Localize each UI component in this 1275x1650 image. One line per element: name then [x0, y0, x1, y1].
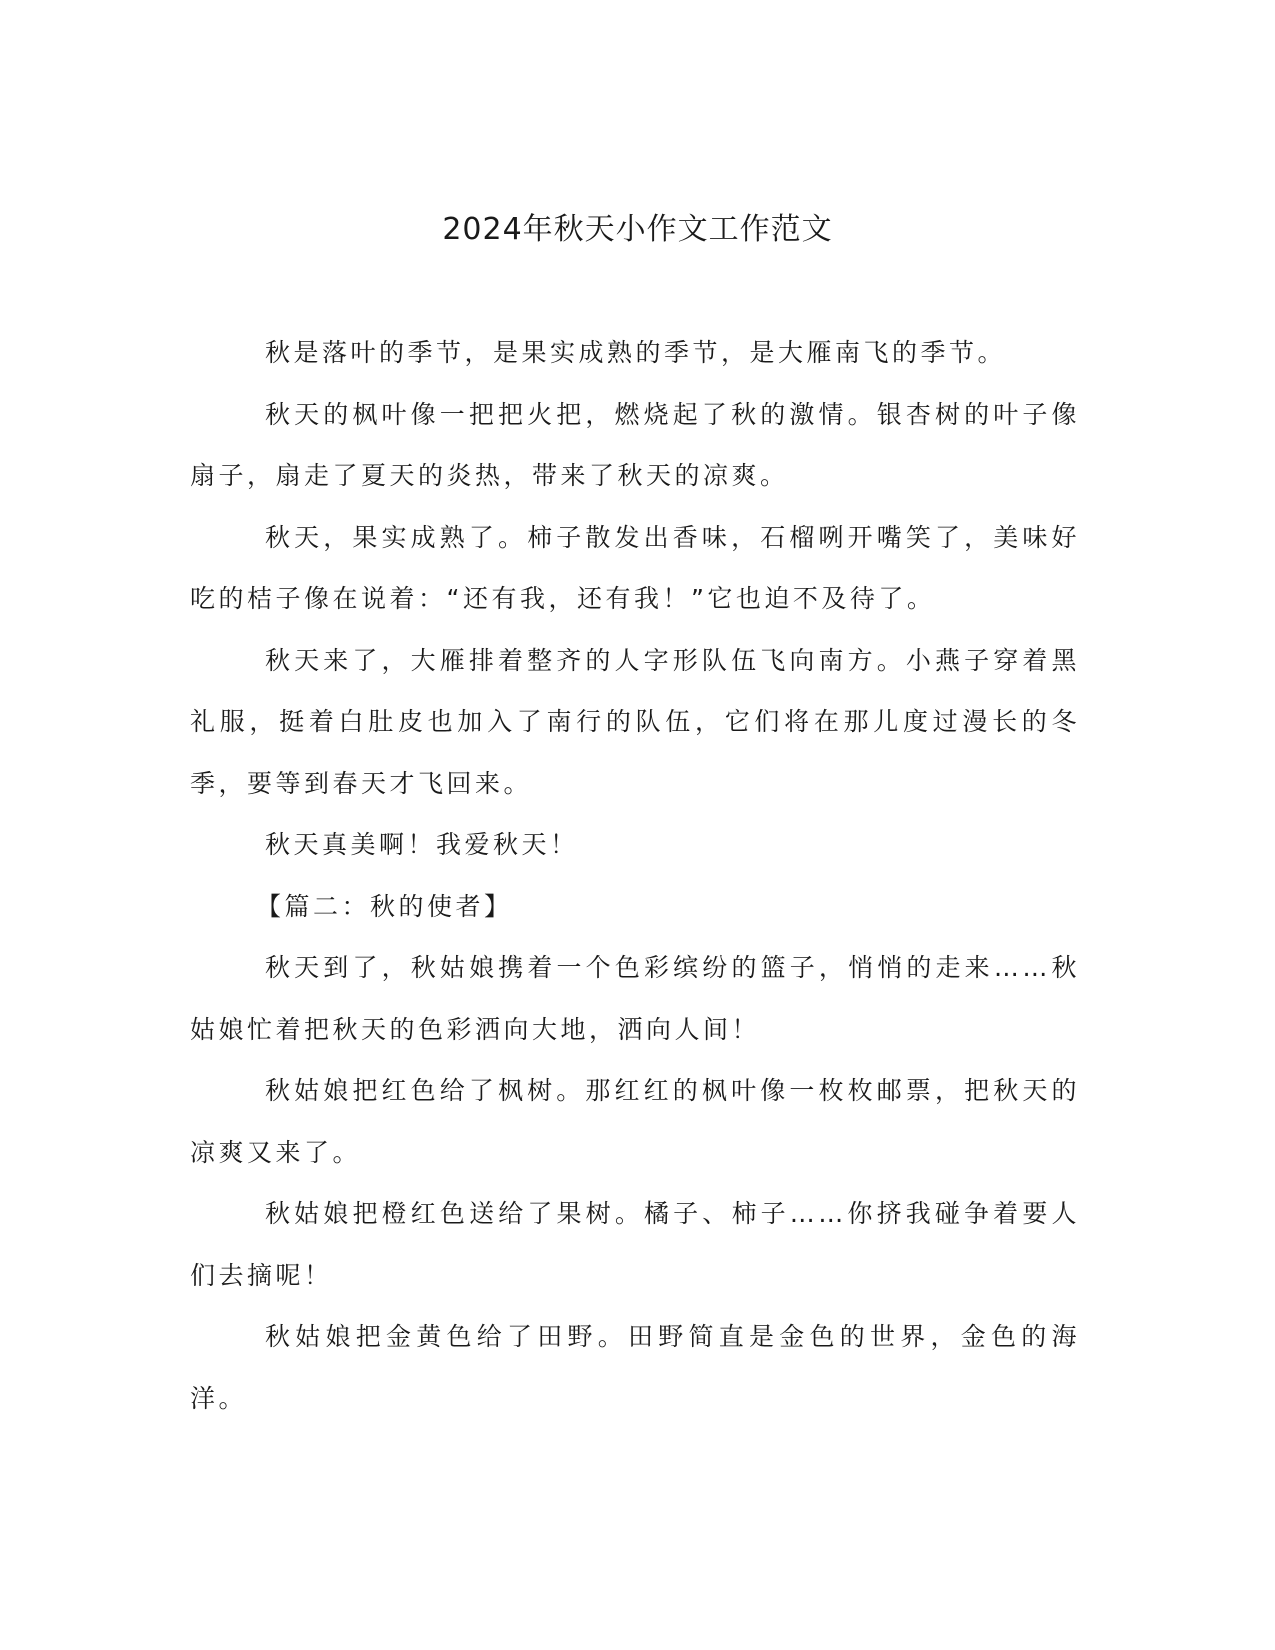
document-title: 2024年秋天小作文工作范文: [442, 212, 833, 247]
paragraph: 秋天来了，大雁排着整齐的人字形队伍飞向南方。小燕子穿着黑礼服，挺着白肚皮也加入了南行的队伍，它们将在那儿度过漫长的冬季，要等到春天才飞回来。: [190, 645, 1080, 798]
paragraph: 秋天，果实成熟了。柿子散发出香味，石榴咧开嘴笑了，美味好吃的桔子像在说着：“还有我，还有我！”它也迫不及待了。: [190, 522, 1080, 613]
paragraph: 秋是落叶的季节，是果实成熟的季节，是大雁南飞的季节。: [265, 338, 1007, 367]
paragraph: 秋天真美啊！我爱秋天！: [265, 830, 579, 859]
paragraph: 秋姑娘把金黄色给了田野。田野简直是金色的世界，金色的海洋。: [190, 1322, 1080, 1413]
paragraph: 秋姑娘把橙红色送给了果树。橘子、柿子……你挤我碰争着要人们去摘呢！: [190, 1199, 1080, 1290]
paragraph: 秋天到了，秋姑娘携着一个色彩缤纷的篮子，悄悄的走来……秋姑娘忙着把秋天的色彩洒向大地，洒向人间！: [190, 953, 1080, 1044]
document-body: [190, 322, 1080, 1429]
section-heading: 【篇二：秋的使者】: [256, 891, 513, 921]
paragraph: 秋姑娘把红色给了枫树。那红红的枫叶像一枚枚邮票，把秋天的凉爽又来了。: [190, 1076, 1080, 1167]
paragraph: 秋天的枫叶像一把把火把，燃烧起了秋的激情。银杏树的叶子像扇子，扇走了夏天的炎热，带来了秋天的凉爽。: [190, 399, 1080, 490]
